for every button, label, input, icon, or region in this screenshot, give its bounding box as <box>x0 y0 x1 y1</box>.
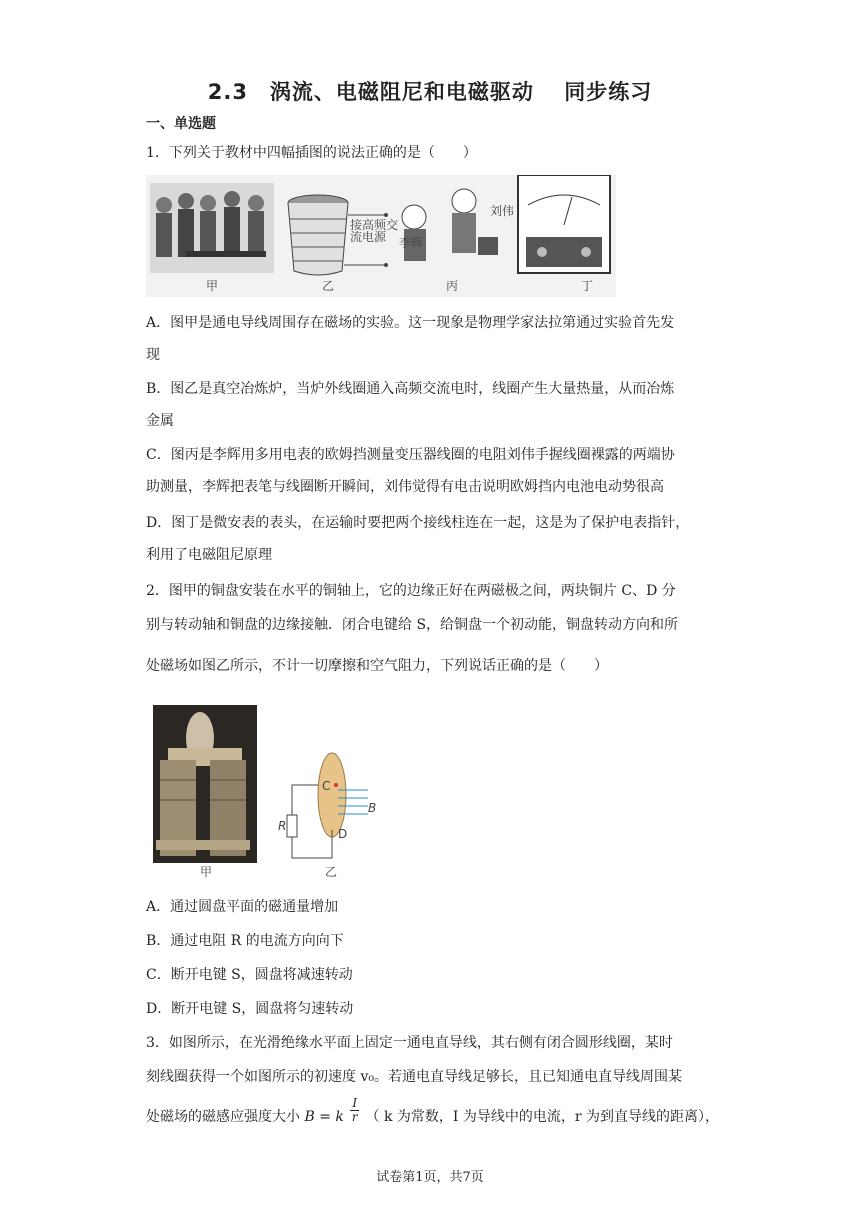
q2-stem-line3: 处磁场如图乙所示，不计一切摩擦和空气阻力，下列说话正确的是（ ） <box>146 658 608 674</box>
q2-option-b: B．通过电阻 R 的电流方向向下 <box>146 933 344 949</box>
q2-option-c: C．断开电键 S，圆盘将减速转动 <box>146 967 353 983</box>
q1-stem: 1．下列关于教材中四幅插图的说法正确的是（ ） <box>146 145 477 161</box>
q3-line3 <box>146 1095 720 1126</box>
fig-label-c: C <box>322 779 331 793</box>
page-title: 2.3 涡流、电磁阻尼和电磁驱动 同步练习 <box>207 80 653 104</box>
q1-option-a-line2: 现 <box>146 347 160 363</box>
q3-line1: 3．如图所示，在光滑绝缘水平面上固定一通电直导线，其右侧有闭合圆形线圈，某时 <box>146 1035 673 1051</box>
q1-option-c-line2: 助测量，李辉把表笔与线圈断开瞬间，刘伟觉得有电击说明欧姆挡内电池电动势很高 <box>146 479 664 495</box>
figure-ding-microammeter <box>518 175 610 273</box>
figure-jia-copper-disk-photo <box>153 705 257 863</box>
q1-option-c-line1: C．图丙是李辉用多用电表的欧姆挡测量变压器线圈的电阻刘伟手握线圈裸露的两端协 <box>146 447 675 463</box>
q2-option-a: A．通过圆盘平面的磁通量增加 <box>146 899 339 915</box>
fig-label-jia-2: 甲 <box>200 865 213 879</box>
q1-option-a-line1: A．图甲是通电导线周围存在磁场的实验。这一现象是物理学家法拉第通过实验首先发 <box>146 315 675 331</box>
figure-jia-scientists <box>150 183 274 273</box>
q2-stem-line1: 2．图甲的铜盘安装在水平的铜轴上，它的边缘正好在两磁极之间，两块铜片 C、D 分 <box>146 583 676 599</box>
q1-figure <box>146 175 616 297</box>
formula-denominator: r <box>351 1109 358 1124</box>
section-heading: 一、单选题 <box>146 116 216 132</box>
q1-option-b-line1: B．图乙是真空冶炼炉，当炉外线圈通入高频交流电时，线圈产生大量热量，从而冶炼 <box>146 381 675 397</box>
q1-option-b-line2: 金属 <box>146 413 174 429</box>
fig-label-power-2: 流电源 <box>350 230 387 244</box>
fig-label-yi: 乙 <box>322 279 335 293</box>
fig-label-r: R <box>278 819 287 833</box>
figure-yi-circuit <box>287 753 368 858</box>
fig-label-jia: 甲 <box>206 279 219 293</box>
fig-label-d: D <box>338 827 348 841</box>
fig-label-liu: 刘伟 <box>490 204 515 218</box>
q1-option-d-line1: D．图丁是微安表的表头，在运输时要把两个接线柱连在一起，这是为了保护电表指针， <box>146 515 690 531</box>
q2-stem-line2: 别与转动轴和铜盘的边缘接触．闭合电键给 S，给铜盘一个初动能，铜盘转动方向和所 <box>146 617 679 633</box>
q3-line3-pre: 处磁场的磁感应强度大小 <box>146 1109 300 1125</box>
fig-label-power-1: 接高频交 <box>350 218 399 232</box>
formula-lhs: B = k <box>304 1109 344 1125</box>
fig-label-li: 李辉 <box>399 236 424 250</box>
q3-line2: 刻线圈获得一个如图所示的初速度 v₀。若通电直导线足够长，且已知通电直导线周围某 <box>146 1069 682 1085</box>
q2-option-d: D．断开电键 S，圆盘将匀速转动 <box>146 1001 354 1017</box>
fig-label-ding: 丁 <box>581 279 594 293</box>
q2-figure <box>150 700 390 880</box>
formula-numerator: I <box>352 1095 358 1110</box>
fig-label-b: B <box>368 801 377 815</box>
fig-label-bing: 丙 <box>446 279 459 293</box>
q1-option-d-line2: 利用了电磁阻尼原理 <box>146 547 272 563</box>
page-footer: 试卷第1页，共7页 <box>376 1170 484 1185</box>
fig-label-yi-2: 乙 <box>325 865 338 879</box>
q3-line3-post: （ k 为常数，I 为导线中的电流，r 为到直导线的距离）， <box>365 1109 720 1125</box>
